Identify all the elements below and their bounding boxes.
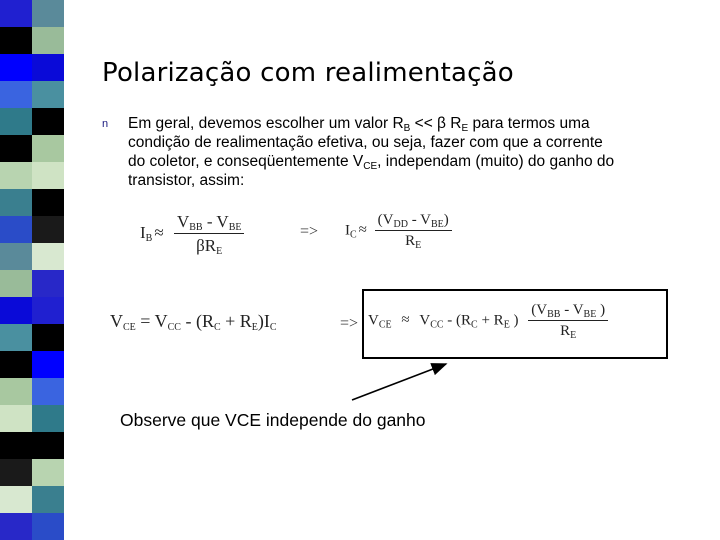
equation-ib: $I_B$ ≈ $\frac{V_{BB} - V_{BE}}{\beta R_E}$ — [140, 212, 244, 256]
decorative-tile — [32, 513, 64, 540]
decorative-tile — [32, 405, 64, 432]
decorative-tile — [32, 162, 64, 189]
bullet-line-4: transistor, assim: — [128, 172, 245, 189]
decorative-tile — [32, 189, 64, 216]
implies-symbol-2: => — [340, 315, 359, 332]
decorative-tile — [0, 135, 32, 162]
decorative-tile — [32, 378, 64, 405]
decorative-tile — [0, 27, 32, 54]
bullet-line-2: condição de realimentação efetiva, ou seja, fazer com que a corrente — [128, 134, 603, 151]
bullet-line-3: do coletor, e conseqüentemente $V_{CE}$, independam (muito) do ganho do — [128, 153, 615, 172]
decorative-tile — [32, 432, 64, 459]
decorative-tile — [0, 324, 32, 351]
bullet-paragraph — [128, 114, 708, 190]
decorative-tile — [32, 0, 64, 27]
decorative-tile — [0, 486, 32, 513]
decorative-tile — [32, 81, 64, 108]
decorative-tile — [32, 27, 64, 54]
decorative-tile — [0, 81, 32, 108]
decorative-tile — [0, 189, 32, 216]
decorative-tile — [32, 243, 64, 270]
decorative-tile — [32, 459, 64, 486]
equation-ic: $I_C$ ≈ $\frac{(V_{DD} - V_{BE})}{R_E}$ — [345, 212, 452, 250]
slide-title: Polarização com realimentação — [102, 58, 514, 88]
implies-symbol-1: => — [300, 223, 319, 240]
decorative-tile — [32, 216, 64, 243]
bullet-line-1: Em geral, devemos escolher um valor $R_B << \beta$ $R_E$ para termos uma — [128, 115, 590, 134]
decorative-tile — [0, 162, 32, 189]
decorative-tile — [32, 54, 64, 81]
decorative-tile — [0, 513, 32, 540]
decorative-tile — [0, 108, 32, 135]
equation-vce-final: $V_{CE} \approx V_{CC} - (R_C + R_E$ ) $\frac{(V_{BB} - V_{BE} )}{R_E}$ — [368, 302, 608, 340]
decorative-tile — [0, 378, 32, 405]
equation-vce: $V_{CE} = V_{CC} - (R_C + R_E)I_C$ — [110, 311, 277, 333]
fraction-ic: $\frac{(V_{DD} - V_{BE})}{R_E}$ — [375, 212, 452, 250]
decorative-tile-strip — [0, 0, 64, 540]
fraction-ib: $\frac{V_{BB} - V_{BE}}{\beta R_E}$ — [174, 212, 245, 256]
decorative-tile — [0, 270, 32, 297]
decorative-tile — [0, 54, 32, 81]
decorative-tile — [0, 297, 32, 324]
decorative-tile — [0, 459, 32, 486]
decorative-tile — [32, 135, 64, 162]
decorative-tile — [32, 297, 64, 324]
decorative-tile — [0, 351, 32, 378]
decorative-tile — [32, 351, 64, 378]
decorative-tile — [0, 432, 32, 459]
fraction-vce-final: $\frac{(V_{BB} - V_{BE} )}{R_E}$ — [528, 302, 608, 340]
decorative-tile — [32, 324, 64, 351]
decorative-tile — [32, 486, 64, 513]
decorative-tile — [32, 108, 64, 135]
decorative-tile — [0, 0, 32, 27]
decorative-tile — [32, 270, 64, 297]
decorative-tile — [0, 243, 32, 270]
decorative-tile — [0, 216, 32, 243]
decorative-tile — [0, 405, 32, 432]
bullet-marker: n — [102, 118, 109, 130]
observation-note: Observe que VCE independe do ganho — [120, 410, 426, 430]
